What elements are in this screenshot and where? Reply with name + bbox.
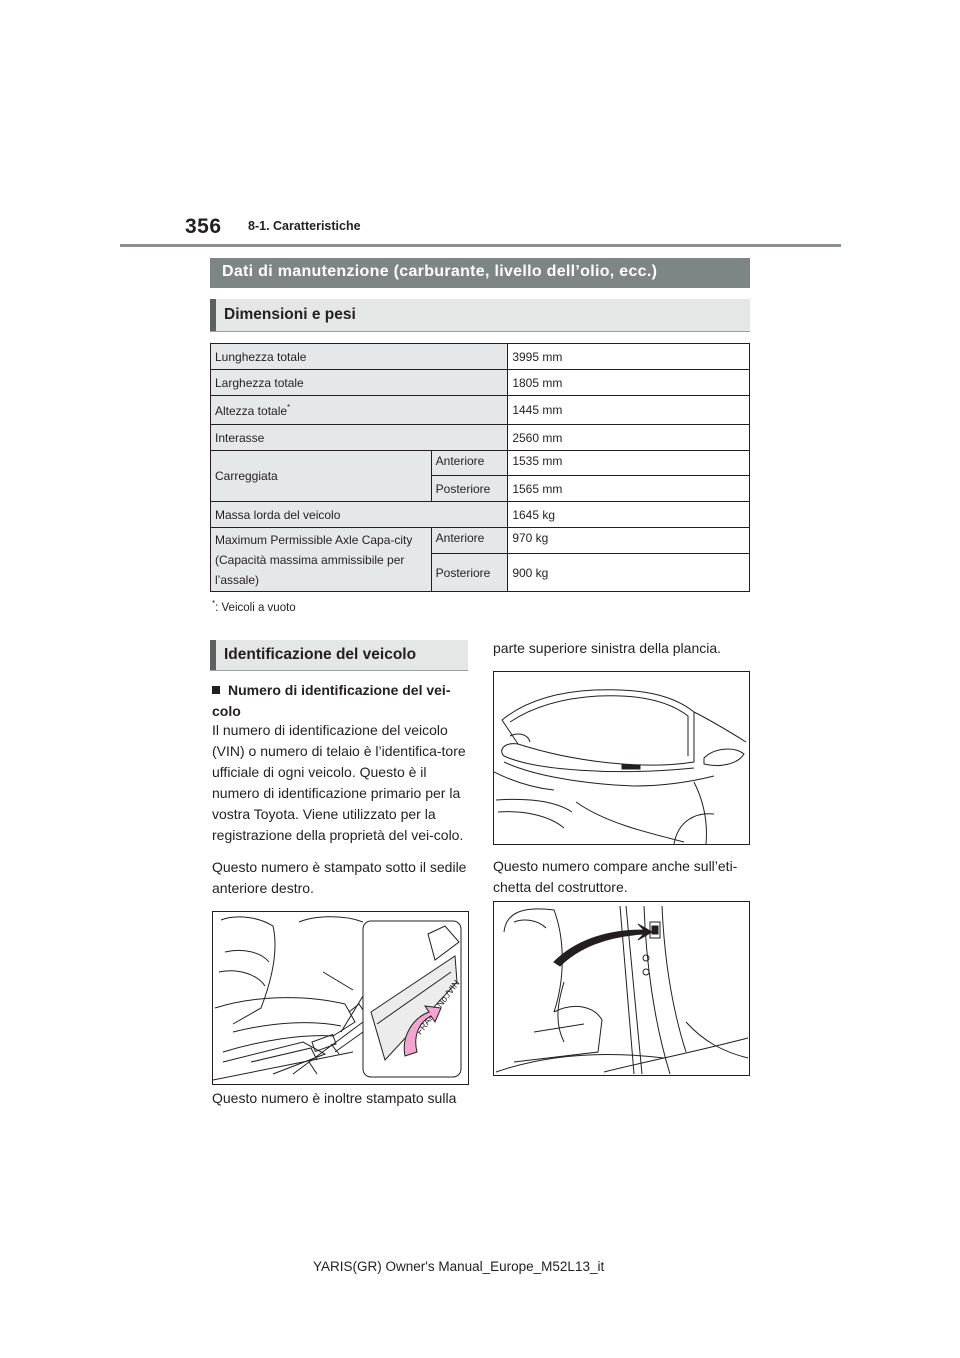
table-cell-value: 1535 mm: [508, 451, 750, 476]
table-cell-value: 1805 mm: [508, 370, 750, 396]
page-footer: YARIS(GR) Owner's Manual_Europe_M52L13_it: [313, 1259, 605, 1274]
footnote-mark: *: [287, 402, 291, 412]
table-cell-value: 900 kg: [508, 554, 750, 592]
footnote-text: : Veicoli a vuoto: [215, 601, 296, 614]
dimensions-heading-underline: [210, 331, 750, 332]
frame-vin-stamp: FRAME No./VIN: [414, 978, 462, 1037]
table-cell-sublabel: Anteriore: [431, 451, 508, 476]
table-cell-value: 3995 mm: [508, 344, 750, 370]
vehicle-id-heading-underline: [210, 670, 468, 671]
vin-dash-location-text: Questo numero è inoltre stampato sulla: [212, 1090, 457, 1106]
vin-dash-location-continued: parte superiore sinistra della plancia.: [493, 640, 722, 656]
section-reference: 8-1. Caratteristiche: [248, 219, 361, 233]
vehicle-id-heading: Identificazione del veicolo: [224, 646, 417, 663]
height-label: Altezza totale: [215, 403, 288, 418]
dashboard-vin-illustration: [493, 671, 750, 845]
main-heading-band: [210, 258, 750, 288]
table-cell-label: Interasse: [211, 425, 508, 451]
vin-seat-location-text: Questo numero è stampato sotto il sedile anteriore destro.: [212, 859, 467, 896]
dimensions-heading-box: [210, 299, 750, 331]
table-cell-value: 2560 mm: [508, 425, 750, 451]
table-cell-label: [211, 396, 508, 425]
table-row: [211, 425, 750, 451]
vin-subtitle: [212, 680, 472, 722]
table-row: [211, 344, 750, 370]
table-row: [211, 502, 750, 528]
square-bullet-icon: [212, 686, 220, 694]
table-row: [211, 528, 750, 554]
table-cell-sublabel: Posteriore: [431, 554, 508, 592]
table-cell-sublabel: Anteriore: [431, 528, 508, 554]
door-pillar-label-illustration: [493, 901, 750, 1076]
table-cell-label: Larghezza totale: [211, 370, 508, 396]
main-heading: Dati di manutenzione (carburante, livello dell’olio, ecc.): [222, 263, 658, 280]
table-cell-label: Massa lorda del veicolo: [211, 502, 508, 528]
vehicle-id-heading-box: [210, 640, 468, 670]
table-cell-label: Carreggiata: [211, 451, 432, 502]
table-row: [211, 451, 750, 476]
table-cell-value: 970 kg: [508, 528, 750, 554]
table-cell-value: 1645 kg: [508, 502, 750, 528]
vin-label-location-text: Questo numero compare anche sull’eti-chetta del costruttore.: [493, 858, 738, 895]
header-rule: [120, 244, 841, 247]
vin-description: Il numero di identificazione del veicolo (VIN) o numero di telaio è l’identifica-tore ufficiale di ogni veicolo. Questo è il numero di identificazione primario per la vostra Toyota. Viene utilizzato per la registrazione della proprietà del vei-colo.: [212, 722, 466, 843]
table-row: [211, 396, 750, 425]
table-cell-value: 1445 mm: [508, 396, 750, 425]
page-number: 356: [185, 215, 222, 238]
table-cell-sublabel: Posteriore: [431, 476, 508, 502]
footnote-symbol: *: [212, 599, 216, 608]
table-cell-value: 1565 mm: [508, 476, 750, 502]
dimensions-table: [210, 343, 750, 592]
table-cell-label: Maximum Permissible Axle Capa-city (Capacità massima ammissibile per l’assale): [211, 528, 432, 592]
dimensions-heading: Dimensioni e pesi: [224, 306, 356, 323]
table-row: [211, 370, 750, 396]
table-cell-label: Lunghezza totale: [211, 344, 508, 370]
seat-vin-illustration: [212, 911, 469, 1085]
footnote: [212, 599, 296, 614]
vin-subtitle-text: Numero di identificazione del vei-colo: [212, 682, 451, 719]
